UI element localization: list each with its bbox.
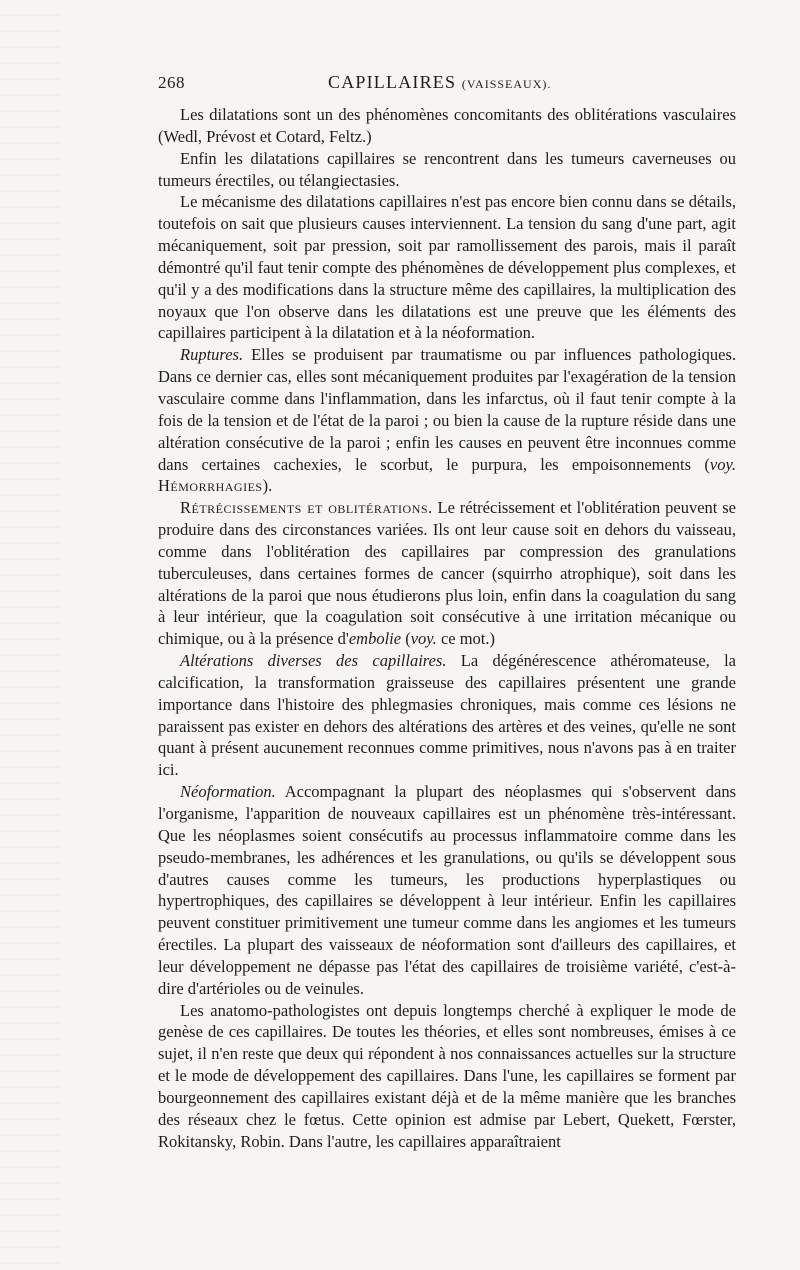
paragraph-tumeurs-caverneuses: Enfin les dilatations capillaires se rencontrent dans les tumeurs caverneuses ou tumeurs érectiles, ou télangiectasies.: [158, 148, 736, 190]
scan-margin-artifact: [0, 0, 60, 1270]
ruptures-voy: voy.: [709, 454, 736, 474]
body-text: [158, 104, 736, 1153]
retrecissements-embolie: embolie: [348, 629, 402, 649]
retrecissements-voy: voy.: [410, 629, 437, 649]
running-title-paren: (VAISSEAUX).: [461, 77, 552, 91]
running-title-main: CAPILLAIRES: [328, 72, 457, 92]
paragraph-retrecissements: [158, 497, 736, 650]
retrecissements-body: Le rétrécissement et l'oblitération peuvent se produire dans des circonstances variées. Ils ont leur cause soit en dehors du vaisseau, comme dans l'oblitération des capillaires par compression des granulations tuberculeuses, dans certaines formes de cancer (squirrho atrophique), soit dans les altérations de la paroi que nous étudierons plus loin, enfin dans la coagulation du sang à leur intérieur, que la coagulation soit consécutive à une irritation mécanique ou chimique, ou à la présence d': [158, 498, 736, 649]
section-lead-neoformation: Néoformation.: [180, 782, 276, 802]
section-lead-retrecissements: Rétrécissements et oblitérations.: [180, 498, 433, 518]
paragraph-alterations: [158, 650, 736, 781]
alterations-body: La dégénérescence athéromateuse, la calcification, la transformation graisseuse des capillaires présentent une grande importance dans l'histoire des phlegmasies chroniques, mais comme ces lésions ne paraissent pas exister en dehors des altérations des artères et des veines, qu'elle ne sont quant à présent aucunement reconnues comme primitives, nous n'avons pas à en traiter ici.: [158, 651, 736, 780]
paragraph-mecanisme: Le mécanisme des dilatations capillaires n'est pas encore bien connu dans se détails, toutefois on sait que plusieurs causes interviennent. La tension du sang d'une part, agit mécaniquement, soit par pression, soit par ramollissement des parois, mais il paraît démontré qu'il faut tenir compte des phénomènes de développement plus complexes, et qu'il y a des modifications dans la structure même des capillaires, la multiplication des noyaux que l'on observe dans les dilatations est une preuve que les éléments des capillaires participent à la dilatation et à la néoformation.: [158, 192, 736, 343]
ruptures-end: ).: [262, 476, 273, 496]
ruptures-body: Elles se produisent par traumatisme ou par influences pathologiques. Dans ce dernier cas, elles sont mécaniquement produites par l'exagération de la tension vasculaire comme dans l'inflammation, dans les infarctus, où il faut tenir compte à la fois de la tension et de l'état de la paroi ; ou bien la cause de la rupture réside dans une altération consécutive de la paroi ; enfin les causes en peuvent être inconnues comme dans certaines cachexies, le scorbut, le purpura, les empoisonnements (: [158, 345, 736, 474]
retrecissements-end: ce mot.): [436, 629, 495, 649]
section-lead-alterations: Altérations diverses des capillaires.: [180, 651, 447, 671]
running-title: [328, 72, 551, 93]
retrecissements-mid: (: [401, 629, 411, 649]
paragraph-ruptures: [158, 344, 736, 497]
page-number: 268: [158, 73, 185, 92]
paragraph-dilatations-oblitérations: Les dilatations sont un des phénomènes concomitants des oblitérations vasculaires (Wedl, Prévost et Cotard, Feltz.): [158, 105, 736, 146]
paragraph-anatomo-pathologistes: Les anatomo-pathologistes ont depuis longtemps cherché à expliquer le mode de genèse de ces capillaires. De toutes les théories, et elles sont nombreuses, émises à ce sujet, il n'en reste que deux qui répondent à nos connaissances actuelles sur la structure et le mode de développement des capillaires. Dans l'une, les capillaires se forment par bourgeonnement des capillaires existant déjà et de la même manière que les branches des réseaux chez le fœtus. Cette opinion est admise par Lebert, Quekett, Fœrster, Rokitansky, Robin. Dans l'autre, les capillaires apparaîtraient: [158, 1000, 736, 1151]
ruptures-ref: Hémorrhagies: [158, 476, 263, 496]
paragraph-neoformation: [158, 781, 736, 999]
page-header: [158, 72, 736, 100]
section-lead-ruptures: Ruptures.: [180, 345, 244, 365]
neoformation-body: Accompagnant la plupart des néoplasmes qui s'observent dans l'organisme, l'apparition de nouveaux capillaires est un phénomène très-intéressant. Que les néoplasmes soient consécutifs au processus inflammatoire comme dans les pseudo-membranes, les adhérences et les granulations, ou qu'ils se développent sous d'autres causes comme les tumeurs, les productions hyperplastiques ou hypertrophiques, des capillaires se développent à leur intérieur. Enfin les capillaires peuvent constituer primitivement une tumeur comme dans les angiomes et les tumeurs érectiles. La plupart des vaisseaux de néoformation sont d'ailleurs des capillaires, et leur développement ne dépasse pas l'état des capillaires de troisième variété, c'est-à-dire d'artérioles ou de veinules.: [158, 782, 736, 998]
